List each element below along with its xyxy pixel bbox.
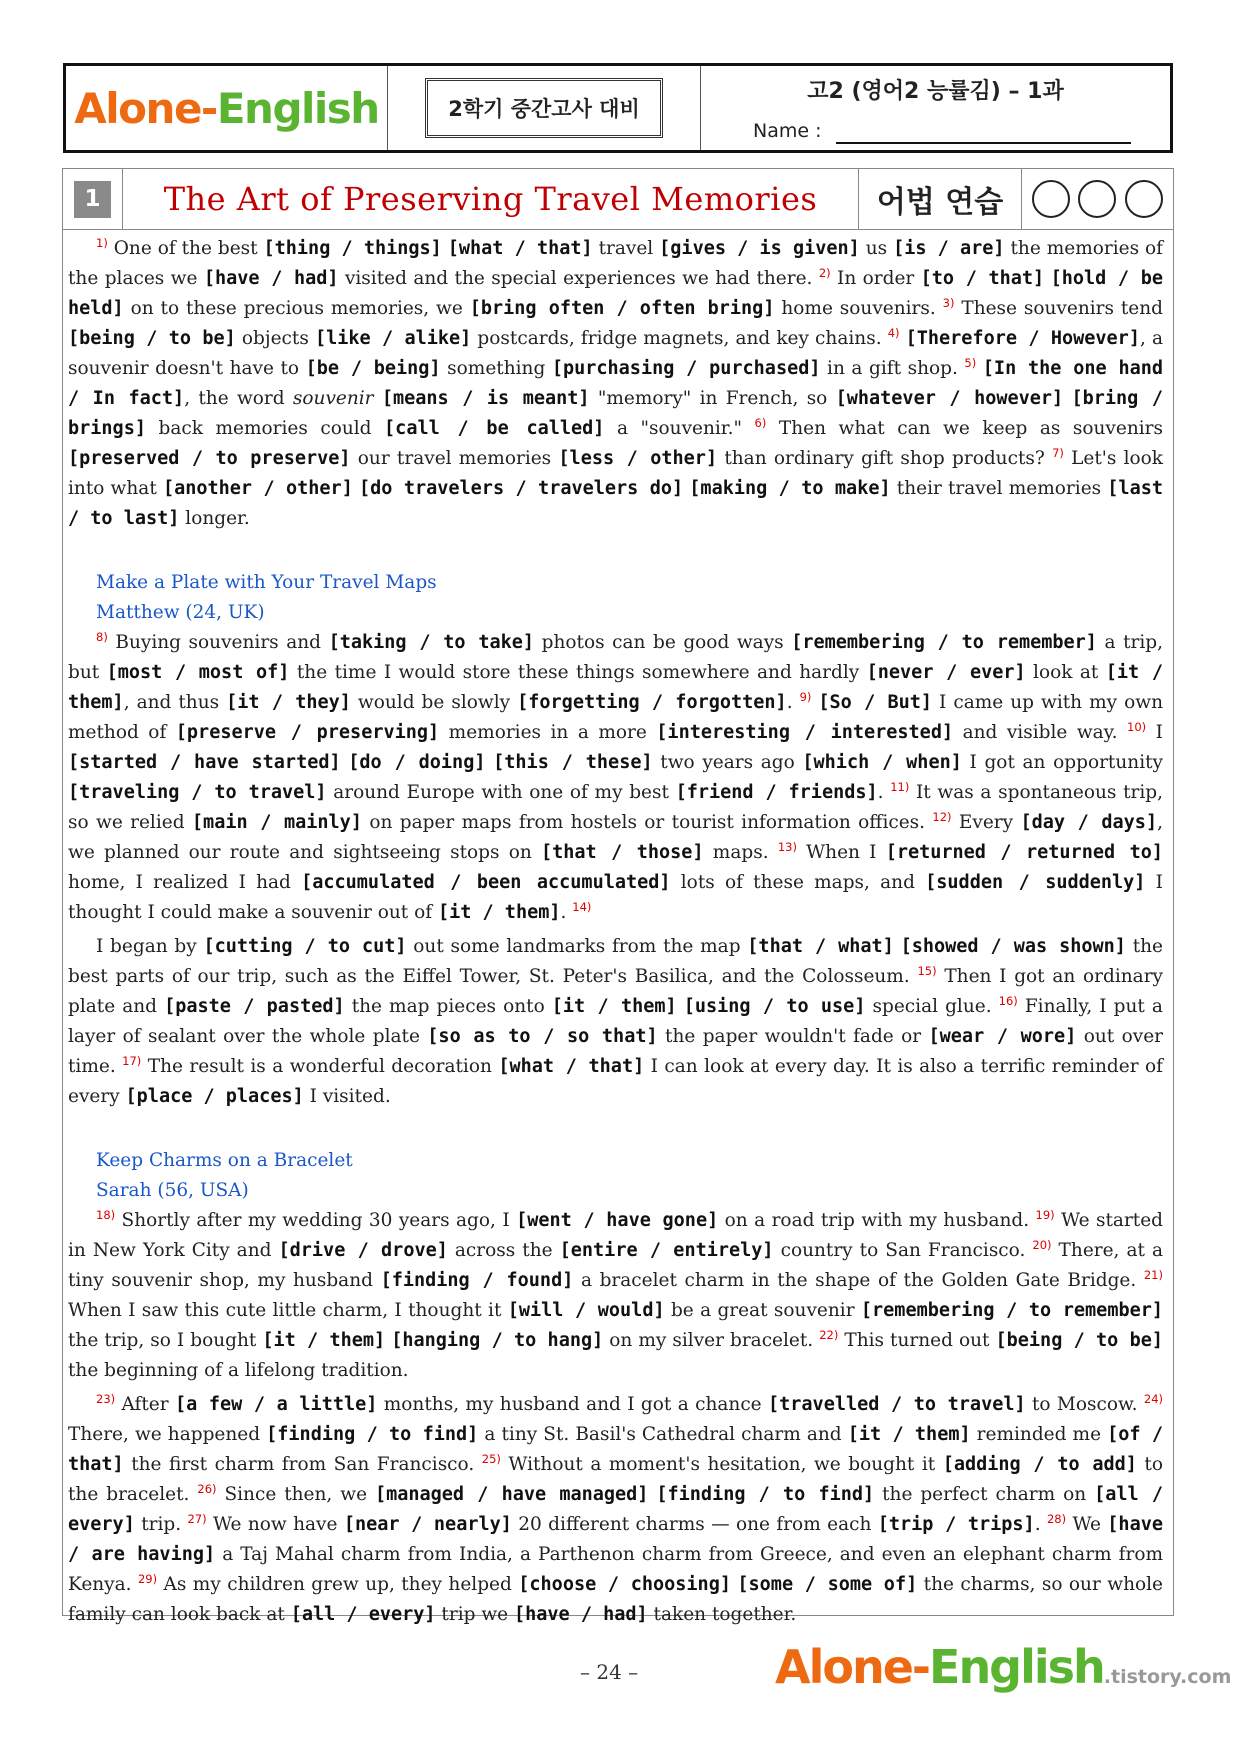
subsection-title-bracelet: Keep Charms on a Bracelet: [96, 1150, 353, 1171]
name-field[interactable]: [836, 142, 1131, 144]
logo-part-alone: Alone-: [74, 83, 217, 133]
section-title-row: [62, 168, 1174, 230]
footer-logo-suffix: .tistory.com: [1103, 1666, 1232, 1688]
bracelet-paragraph-2: $^{23)}$ After [a few / a little] months, my husband and I got a chance [travelled / to travel] to Moscow. $^{24)}$ There, we happened [finding / to find] a tiny St. Basil's Cathedral charm and [it / them] reminded me [of / that] the first charm from San Francisco. $^{25)}$ Without a moment's hesitation, we bought it [adding / to add] to the bracelet. $^{26)}$ Since then, we [managed / have managed] [finding / to find] the perfect charm on [all / every] trip. $^{27)}$ We now have [near / nearly] 20 different charms — one from each [trip / trips]. $^{28)}$ We [have / are having] a Taj Mahal charm from India, a Parthenon charm from Greece, and even an elephant charm from Kenya. $^{29)}$ As my children grew up, they helped [choose / choosing] [some / some of] the charms, so our whole family can look back at [all / every] trip we [have / had] taken together.: [68, 1391, 1164, 1625]
passage-box: [62, 229, 1174, 1625]
footer-logo-english: English: [929, 1640, 1104, 1694]
brand-logo: [66, 66, 388, 150]
footer-logo[interactable]: [775, 1640, 1231, 1694]
plate-paragraph-2: I began by [cutting / to cut] out some landmarks from the map [that / what] [showed / was shown] the best parts of our trip, such as the Eiffel Tower, St. Peter's Basilica, and the Colosseum. $^{15)}$ Then I got an ordinary plate and [paste / pasted] the map pieces onto [it / them] [using / to use] special glue. $^{16)}$ Finally, I put a layer of sealant over the whole plate [so as to / so that] the paper wouldn't fade or [wear / wore] out over time. $^{17)}$ The result is a wonderful decoration [what / that] I can look at every day. It is also a terrific reminder of every [place / places] I visited.: [68, 936, 1163, 1107]
subsection-author-matthew: Matthew (24, UK): [96, 602, 265, 623]
bracelet-paragraph-1: $^{18)}$ Shortly after my wedding 30 years ago, I [went / have gone] on a road trip with my husband. $^{19)}$ We started in New York City and [drive / drove] across the [entire / entirely] country to San Francisco. $^{20)}$ There, at a tiny souvenir shop, my husband [finding / found] a bracelet charm in the shape of the Golden Gate Bridge. $^{21)}$ When I saw this cute little charm, I thought it [will / would] be a great souvenir [remembering / to remember] the trip, so I bought [it / them] [hanging / to hang] on my silver bracelet. $^{22)}$ This turned out [being / to be] the beginning of a lifelong tradition.: [68, 1207, 1164, 1381]
plate-paragraph-1: $^{8)}$ Buying souvenirs and [taking / to take] photos can be good ways [remembering / to remember] a trip, but [most / most of] the time I would store these things somewhere and hardly [never / ever] look at [it / them], and thus [it / they] would be slowly [forgetting / forgotten]. $^{9)}$ [So / But] I came up with my own method of [preserve / preserving] memories in a more [interesting / interested] and visible way. $^{10)}$ I [started / have started] [do / doing] [this / these] two years ago [which / when] I got an opportunity [traveling / to travel] around Europe with one of my best [friend / friends]. $^{11)}$ It was a spontaneous trip, so we relied [main / mainly] on paper maps from hostels or tourist information offices. $^{12)}$ Every [day / days], we planned our route and sightseeing stops on [that / those] maps. $^{13)}$ When I [returned / returned to] home, I realized I had [accumulated / been accumulated] lots of these maps, and [sudden / suddenly] I thought I could make a souvenir out of [it / them]. $^{14)}$: [68, 629, 1164, 923]
page-number: – 24 –: [580, 1660, 639, 1684]
check-circle[interactable]: [1125, 180, 1163, 218]
exercise-label: 어법 연습: [858, 169, 1021, 229]
course-info-cell: [701, 66, 1170, 150]
exam-label-cell: [388, 66, 701, 150]
check-circle[interactable]: [1078, 180, 1116, 218]
section-title: The Art of Preserving Travel Memories: [122, 169, 858, 229]
intro-paragraph: $^{1)}$ One of the best [thing / things] [what / that] travel [gives / is given] us [is / are] the memories of the places we [have / had] visited and the special experiences we had there. $^{2)}$ In order [to / that] [hold / be held] on to these precious memories, we [bring often / often bring] home souvenirs. $^{3)}$ These souvenirs tend [being / to be] objects [like / alike] postcards, fridge magnets, and key chains. $^{4)}$ [Therefore / However], a souvenir doesn't have to [be / being] something [purchasing / purchased] in a gift shop. $^{5)}$ [In the one hand / In fact], the word souvenir [means / is meant] "memory" in French, so [whatever / however] [bring / brings] back memories could [call / be called] a "souvenir." $^{6)}$ Then what can we keep as souvenirs [preserved / to preserve] our travel memories [less / other] than ordinary gift shop products? $^{7)}$ Let's look into what [another / other] [do travelers / travelers do] [making / to make] their travel memories [last / to last] longer.: [68, 235, 1164, 529]
check-circles: [1021, 169, 1173, 229]
subsection-author-sarah: Sarah (56, USA): [96, 1180, 249, 1201]
subsection-title-plate: Make a Plate with Your Travel Maps: [96, 572, 437, 593]
footer-logo-alone: Alone-: [775, 1640, 930, 1694]
section-number-cell: [63, 169, 122, 229]
section-number: 1: [74, 181, 111, 218]
page-header: [63, 63, 1173, 153]
course-title: 고2 (영어2 능률김) – 1과: [807, 79, 1064, 104]
name-label: Name :: [753, 120, 822, 142]
logo-part-english: English: [216, 83, 379, 133]
exam-label: 2학기 중간고사 대비: [425, 78, 663, 138]
check-circle[interactable]: [1032, 180, 1070, 218]
